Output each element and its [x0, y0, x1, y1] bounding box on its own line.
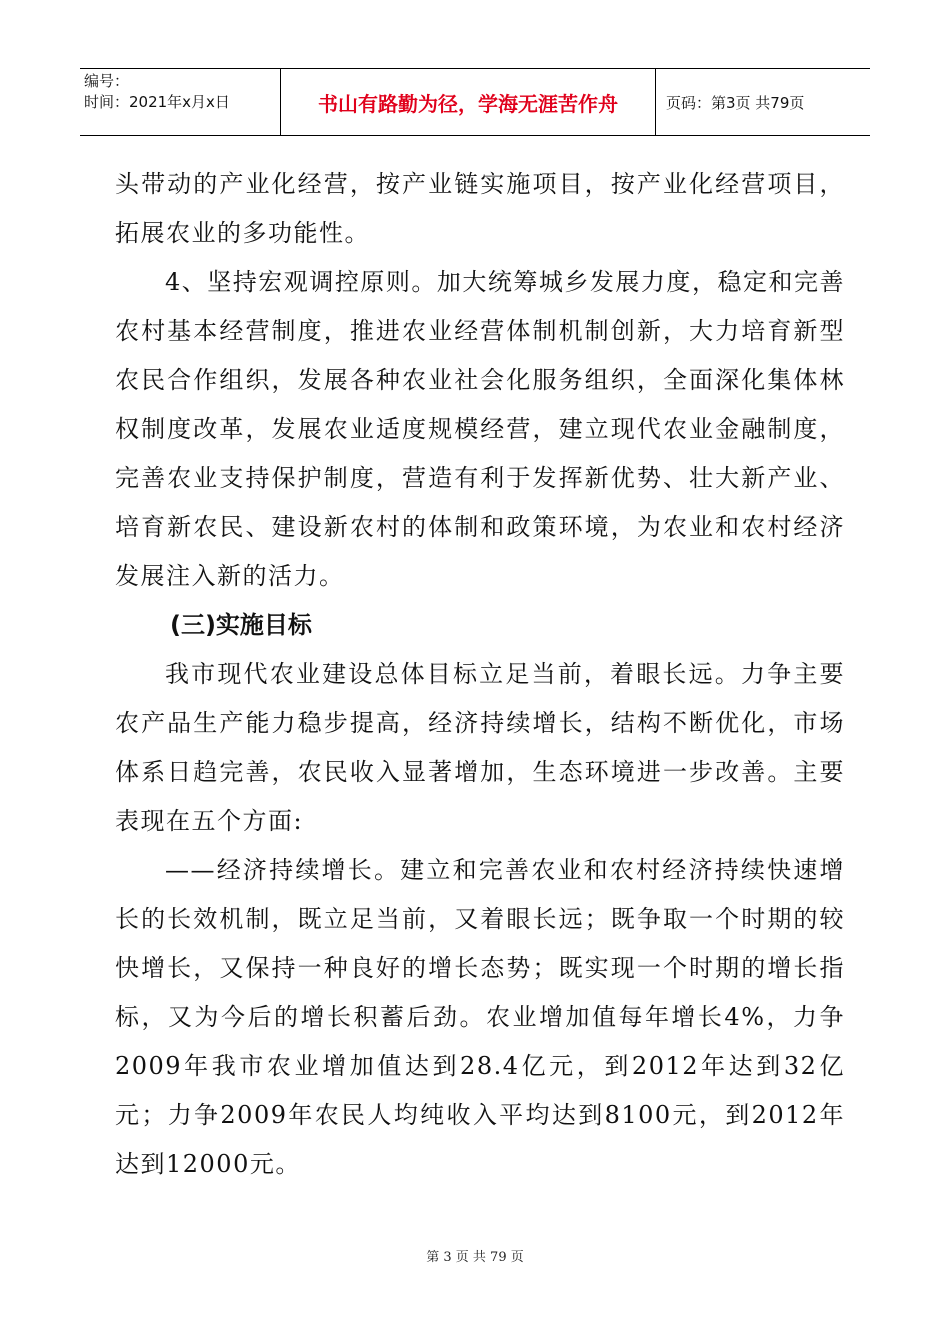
- header-meta: [80, 69, 281, 135]
- header-page-info: 页码：第3页 共79页: [666, 93, 805, 112]
- page-footer: 第 3 页 共 79 页: [426, 1250, 524, 1265]
- page-header: [80, 68, 870, 136]
- paragraph-continuation: 头带动的产业化经营，按产业链实施项目，按产业化经营项目，拓展农业的多功能性。: [115, 170, 845, 247]
- paragraph-economic-growth: ——经济持续增长。建立和完善农业和农村经济持续快速增长的长效机制，既立足当前，又着眼长远；既争取一个时期的较快增长，又保持一种良好的增长态势；既实现一个时期的增长指标，又为今后的增长积蓄后劲。农业增加值每年增长4%，力争2009年我市农业增加值达到28.4亿元，到2012年达到32亿元；力争2009年农民人均纯收入平均达到8100元，到2012年达到12000元。: [115, 856, 845, 1178]
- document-body: [115, 160, 845, 1189]
- section-heading: (三)实施目标: [170, 611, 312, 639]
- paragraph-overall-goal: 我市现代农业建设总体目标立足当前，着眼长远。力争主要农产品生产能力稳步提高，经济持续增长，结构不断优化，市场体系日趋完善，农民收入显著增加，生态环境进一步改善。主要表现在五个方面:: [115, 660, 845, 835]
- document-number-label: 编号：: [84, 72, 130, 90]
- paragraph-principle-4: 4、坚持宏观调控原则。加大统筹城乡发展力度，稳定和完善农村基本经营制度，推进农业经营体制机制创新，大力培育新型农民合作组织，发展各种农业社会化服务组织，全面深化集体林权制度改革，发展农业适度规模经营，建立现代农业金融制度，完善农业支持保护制度，营造有利于发挥新优势、壮大新产业、培育新农民、建设新农村的体制和政策环境，为农业和农村经济发展注入新的活力。: [115, 268, 845, 590]
- document-time-label: 时间：2021年x月x日: [84, 93, 230, 111]
- header-motto: 书山有路勤为径，学海无涯苦作舟: [281, 69, 656, 135]
